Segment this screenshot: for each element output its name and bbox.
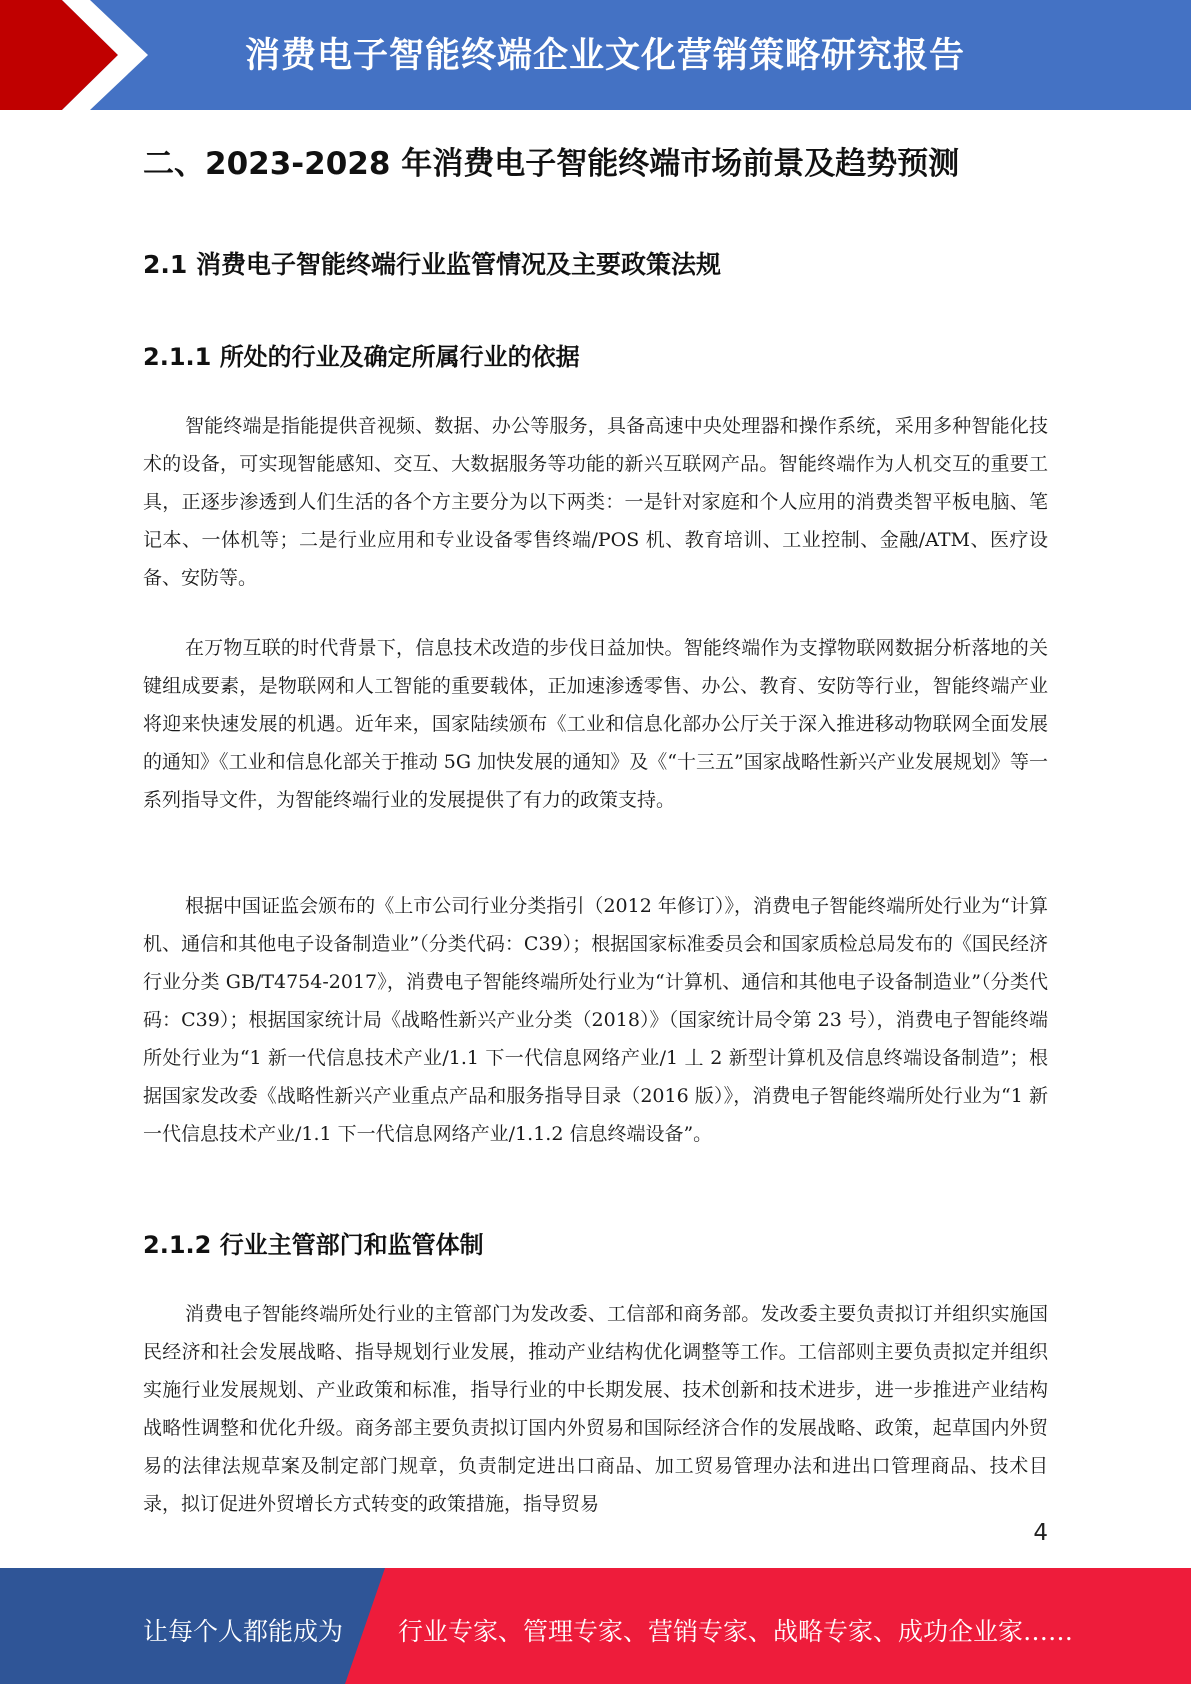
subsection-heading-2-1-1: 2.1.1 所处的行业及确定所属行业的依据: [143, 343, 580, 371]
paragraph-1: 智能终端是指能提供音视频、数据、办公等服务，具备高速中央处理器和操作系统，采用多种智能化技术的设备，可实现智能感知、交互、大数据服务等功能的新兴互联网产品。智能终端作为人机交互的重要工具，正逐步渗透到人们生活的各个方主要分为以下两类：一是针对家庭和个人应用的消费类智平板电脑、笔记本、一体机等；二是行业应用和专业设备零售终端/POS 机、教育培训、工业控制、金融/ATM、医疗设备、安防等。: [143, 415, 1048, 589]
chapter-heading: 二、2023-2028 年消费电子智能终端市场前景及趋势预测: [143, 146, 960, 182]
page-number: 4: [1033, 1520, 1048, 1546]
paragraph-3: 根据中国证监会颁布的《上市公司行业分类指引（2012 年修订）》，消费电子智能终端所处行业为“计算机、通信和其他电子设备制造业”（分类代码：C39）；根据国家标准委员会和国家质检总局发布的《国民经济行业分类 GB/T4754-2017》，消费电子智能终端所处行业为“计算机、通信和其他电子设备制造业”（分类代码：C39）；根据国家统计局《战略性新兴产业分类（2018）》（国家统计局令第 23 号），消费电子智能终端所处行业为“1 新一代信息技术产业/1.1 下一代信息网络产业/1 丄 2 新型计算机及信息终端设备制造”；根据国家发改委《战略性新兴产业重点产品和服务指导目录（2016 版）》，消费电子智能终端所处行业为“1 新一代信息技术产业/1.1 下一代信息网络产业/1.1.2 信息终端设备”。: [143, 895, 1048, 1145]
footer-banner: [0, 1568, 1191, 1684]
header-banner: [0, 0, 1191, 110]
paragraph-4: 消费电子智能终端所处行业的主管部门为发改委、工信部和商务部。发改委主要负责拟订并组织实施国民经济和社会发展战略、指导规划行业发展，推动产业结构优化调整等工作。工信部则主要负责拟定并组织实施行业发展规划、产业政策和标准，指导行业的中长期发展、技术创新和技术进步，进一步推进产业结构战略性调整和优化升级。商务部主要负责拟订国内外贸易和国际经济合作的发展战略、政策，起草国内外贸易的法律法规草案及制定部门规章，负责制定进出口商品、加工贸易管理办法和进出口管理商品、技术目录，拟订促进外贸增长方式转变的政策措施，指导贸易: [143, 1303, 1048, 1515]
section-heading-2-1: 2.1 消费电子智能终端行业监管情况及主要政策法规: [143, 250, 721, 279]
subsection-heading-2-1-2: 2.1.2 行业主管部门和监管体制: [143, 1231, 484, 1259]
footer-slogan-left: 让每个人都能成为: [143, 1617, 344, 1646]
paragraph-2: 在万物互联的时代背景下，信息技术改造的步伐日益加快。智能终端作为支撑物联网数据分析落地的关键组成要素，是物联网和人工智能的重要载体，正加速渗透零售、办公、教育、安防等行业，智能终端产业将迎来快速发展的机遇。近年来，国家陆续颁布《工业和信息化部办公厅关于深入推进移动物联网全面发展的通知》《工业和信息化部关于推动 5G 加快发展的通知》及《“十三五”国家战略性新兴产业发展规划》等一系列指导文件，为智能终端行业的发展提供了有力的政策支持。: [143, 637, 1048, 811]
footer-slogan-right: 行业专家、管理专家、营销专家、战略专家、成功企业家……: [398, 1617, 1074, 1646]
header-title: 消费电子智能终端企业文化营销策略研究报告: [245, 36, 966, 76]
